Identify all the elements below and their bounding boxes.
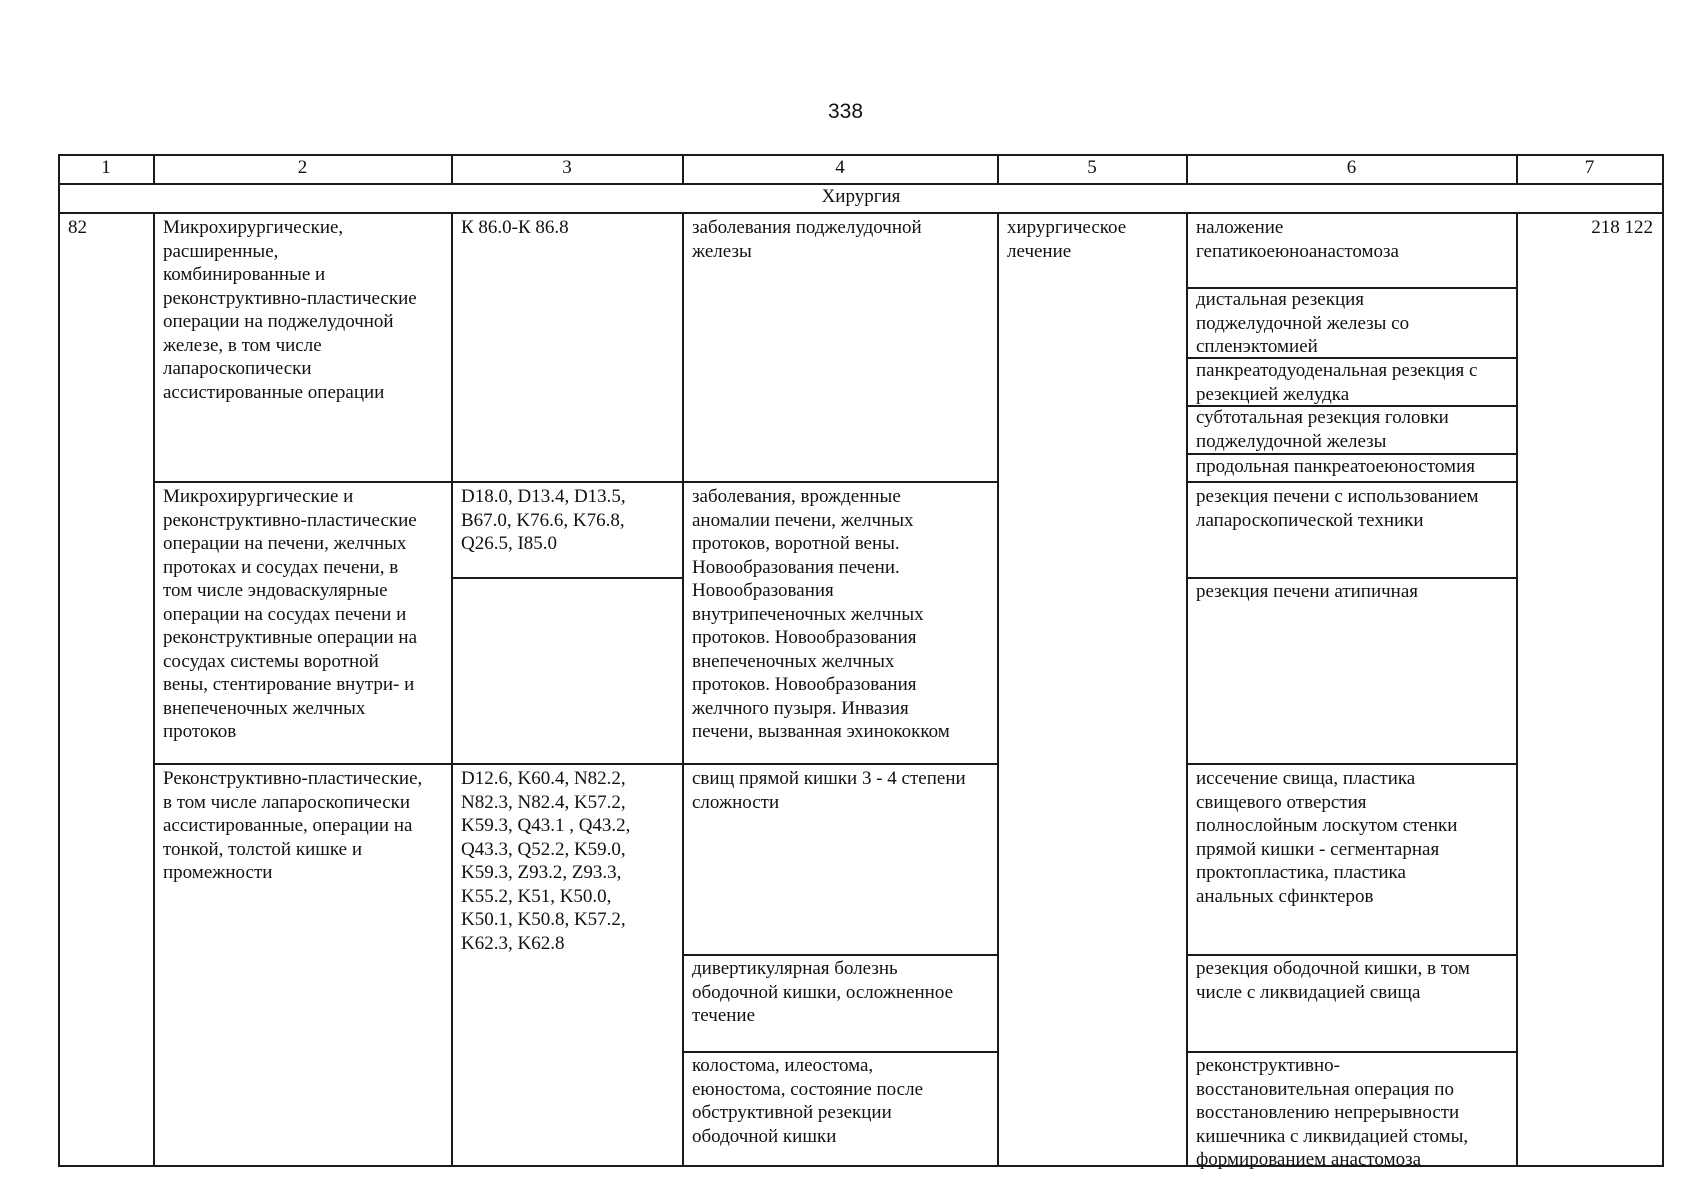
page-number: 338 bbox=[827, 100, 864, 123]
treatment-type-line: хирургическое bbox=[1007, 217, 1127, 238]
text-line: К 86.0-К 86.8 bbox=[461, 217, 569, 238]
text-line: в том числе лапароскопически bbox=[163, 791, 411, 813]
group-1-name bbox=[163, 216, 417, 404]
method-divider bbox=[1186, 481, 1517, 483]
text-line: промежности bbox=[163, 862, 273, 883]
text-line: проктопластика, пластика bbox=[1196, 862, 1406, 883]
method-cell bbox=[1196, 957, 1470, 1004]
text-line: еюностома, состояние после bbox=[692, 1078, 923, 1100]
method-divider bbox=[1186, 1051, 1517, 1053]
text-line: N82.3, N82.4, K57.2, bbox=[461, 791, 626, 813]
text-line: ободочной кишки, осложненное bbox=[692, 981, 954, 1003]
text-line: колостома, илеостома, bbox=[692, 1055, 874, 1076]
text-line: реконструктивно- bbox=[1196, 1055, 1341, 1076]
text-line: ассистированные, операции на bbox=[163, 815, 413, 836]
method-cell bbox=[1196, 359, 1477, 406]
text-line: K55.2, K51, K50.0, bbox=[461, 885, 612, 907]
text-line: свищевого отверстия bbox=[1196, 791, 1367, 813]
header-col-2: 2 bbox=[297, 157, 308, 178]
method-cell bbox=[1196, 455, 1475, 479]
method-cell bbox=[1196, 767, 1457, 908]
text-line: обструктивной резекции bbox=[692, 1102, 892, 1123]
text-line: панкреатодуоденальная резекция с bbox=[1196, 360, 1478, 381]
group-1-diagnosis bbox=[692, 216, 922, 263]
text-line: реконструктивные операции на bbox=[163, 627, 418, 648]
text-line: субтотальная резекция головки bbox=[1196, 407, 1449, 428]
treatment-type-line: лечение bbox=[1007, 240, 1072, 262]
group-1-codes bbox=[461, 216, 569, 240]
text-line: операции на сосудах печени и bbox=[163, 603, 407, 625]
text-line: течение bbox=[692, 1005, 756, 1026]
header-col-3: 3 bbox=[562, 157, 572, 178]
method-divider bbox=[1186, 763, 1517, 765]
group-2-name bbox=[163, 485, 417, 744]
text-line: реконструктивно-пластические bbox=[163, 287, 417, 309]
text-line: аномалии печени, желчных bbox=[692, 509, 914, 531]
group-3-diagnosis bbox=[692, 767, 966, 814]
text-line: гепатикоеюноанастомоза bbox=[1196, 240, 1399, 262]
text-line: заболевания, врожденные bbox=[692, 486, 901, 507]
text-line: тонкой, толстой кишке и bbox=[163, 838, 362, 860]
text-line: сложности bbox=[692, 791, 780, 813]
text-line: поджелудочной железы со bbox=[1196, 312, 1410, 334]
text-line: прямой кишки - сегментарная bbox=[1196, 838, 1440, 860]
method-cell bbox=[1196, 406, 1449, 453]
text-line: K59.3, Q43.1 , Q43.2, bbox=[461, 815, 631, 836]
table-border-right bbox=[1662, 154, 1664, 1166]
text-line: анальных сфинктеров bbox=[1196, 885, 1374, 907]
group-3-diagnosis bbox=[692, 957, 953, 1028]
col-sep bbox=[1186, 212, 1188, 1166]
text-line: протоков. Новообразования bbox=[692, 627, 917, 648]
col-sep bbox=[153, 212, 155, 1166]
text-line: резекцией желудка bbox=[1196, 383, 1350, 405]
text-line: протоков. Новообразования bbox=[692, 674, 917, 695]
text-line: формированием анастомоза bbox=[1196, 1149, 1422, 1170]
header-col-5: 5 bbox=[1087, 157, 1097, 178]
text-line: внепеченочных желчных bbox=[163, 697, 366, 719]
text-line: восстановлению непрерывности bbox=[1196, 1102, 1460, 1123]
text-line: лапароскопической техники bbox=[1196, 509, 1424, 531]
text-line: операции на поджелудочной bbox=[163, 311, 394, 332]
text-line: иссечение свища, пластика bbox=[1196, 768, 1416, 789]
method-divider bbox=[1186, 577, 1517, 579]
text-line: K62.3, K62.8 bbox=[461, 932, 565, 954]
method-cell bbox=[1196, 1054, 1468, 1172]
col-sep bbox=[451, 212, 453, 1166]
col-sep bbox=[1516, 212, 1518, 1166]
method-divider bbox=[1186, 954, 1517, 956]
text-line: дивертикулярная болезнь bbox=[692, 958, 898, 979]
text-line: заболевания поджелудочной bbox=[692, 217, 922, 238]
text-line: свищ прямой кишки 3 - 4 степени bbox=[692, 768, 966, 789]
text-line: реконструктивно-пластические bbox=[163, 509, 417, 531]
header-col-6: 6 bbox=[1346, 157, 1357, 178]
group-2-diagnosis bbox=[692, 485, 950, 744]
text-line: протоках и сосудах печени, в bbox=[163, 556, 399, 578]
row-number: 82 bbox=[68, 217, 87, 238]
text-line: спленэктомией bbox=[1196, 336, 1318, 357]
method-cell bbox=[1196, 288, 1409, 359]
text-line: сосудах системы воротной bbox=[163, 650, 379, 672]
text-line: протоков bbox=[163, 721, 237, 742]
text-line: Новообразования bbox=[692, 580, 834, 601]
text-line: протоков, воротной вены. bbox=[692, 533, 900, 554]
text-line: комбинированные и bbox=[163, 264, 326, 285]
text-line: B67.0, K76.6, K76.8, bbox=[461, 509, 625, 531]
text-line: лапароскопически bbox=[163, 358, 312, 379]
group-2-codes bbox=[461, 485, 626, 556]
text-line: кишечника с ликвидацией стомы, bbox=[1196, 1125, 1469, 1147]
group-3-codes bbox=[461, 767, 630, 955]
text-line: Микрохирургические, bbox=[163, 217, 344, 238]
text-line: Реконструктивно-пластические, bbox=[163, 768, 423, 789]
text-line: Q26.5, I85.0 bbox=[461, 533, 558, 554]
text-line: внепеченочных желчных bbox=[692, 650, 895, 672]
treatment-type bbox=[1007, 216, 1126, 263]
table-border-left bbox=[58, 154, 60, 1166]
text-line: наложение bbox=[1196, 217, 1284, 238]
text-line: резекция ободочной кишки, в том bbox=[1196, 958, 1470, 979]
header-col-4: 4 bbox=[835, 157, 845, 178]
text-line: печени, вызванная эхинококком bbox=[692, 721, 950, 742]
text-line: D12.6, K60.4, N82.2, bbox=[461, 768, 626, 789]
text-line: Микрохирургические и bbox=[163, 486, 354, 507]
text-line: вены, стентирование внутри- и bbox=[163, 674, 415, 695]
codes-divider bbox=[451, 577, 683, 579]
text-line: D18.0, D13.4, D13.5, bbox=[461, 486, 626, 507]
text-line: числе с ликвидацией свища bbox=[1196, 981, 1421, 1003]
text-line: резекция печени атипичная bbox=[1196, 581, 1419, 602]
text-line: том числе эндоваскулярные bbox=[163, 580, 388, 601]
col-sep bbox=[682, 212, 684, 1166]
text-line: K59.3, Z93.2, Z93.3, bbox=[461, 862, 622, 883]
group-divider bbox=[153, 481, 998, 483]
text-line: резекция печени с использованием bbox=[1196, 486, 1479, 507]
diagnosis-divider bbox=[682, 1051, 998, 1053]
text-line: восстановительная операция по bbox=[1196, 1078, 1454, 1100]
section-divider bbox=[58, 212, 1664, 214]
text-line: продольная панкреатоеюностомия bbox=[1196, 456, 1475, 477]
text-line: поджелудочной железы bbox=[1196, 430, 1387, 452]
text-line: железы bbox=[692, 240, 752, 262]
method-cell bbox=[1196, 485, 1479, 532]
text-line: ассистированные операции bbox=[163, 381, 385, 403]
text-line: железе, в том числе bbox=[163, 334, 322, 356]
group-3-name bbox=[163, 767, 422, 885]
group-3-diagnosis bbox=[692, 1054, 923, 1148]
method-cell bbox=[1196, 580, 1418, 604]
text-line: операции на печени, желчных bbox=[163, 533, 407, 554]
header-col-7: 7 bbox=[1584, 157, 1595, 178]
text-line: Новообразования печени. bbox=[692, 556, 900, 578]
diagnosis-divider bbox=[682, 954, 998, 956]
col-sep bbox=[997, 212, 999, 1166]
text-line: внутрипеченочных желчных bbox=[692, 603, 924, 625]
text-line: полнослойным лоскутом стенки bbox=[1196, 815, 1458, 836]
method-cell bbox=[1196, 216, 1399, 263]
text-line: расширенные, bbox=[163, 240, 279, 262]
group-divider bbox=[153, 763, 998, 765]
text-line: желчного пузыря. Инвазия bbox=[692, 697, 909, 719]
standard-value: 218 122 bbox=[1591, 217, 1653, 238]
header-col-1: 1 bbox=[101, 157, 111, 178]
section-title: Хирургия bbox=[821, 186, 901, 207]
text-line: K50.1, K50.8, K57.2, bbox=[461, 909, 626, 930]
text-line: ободочной кишки bbox=[692, 1125, 837, 1147]
text-line: дистальная резекция bbox=[1196, 289, 1365, 310]
text-line: Q43.3, Q52.2, K59.0, bbox=[461, 838, 626, 860]
